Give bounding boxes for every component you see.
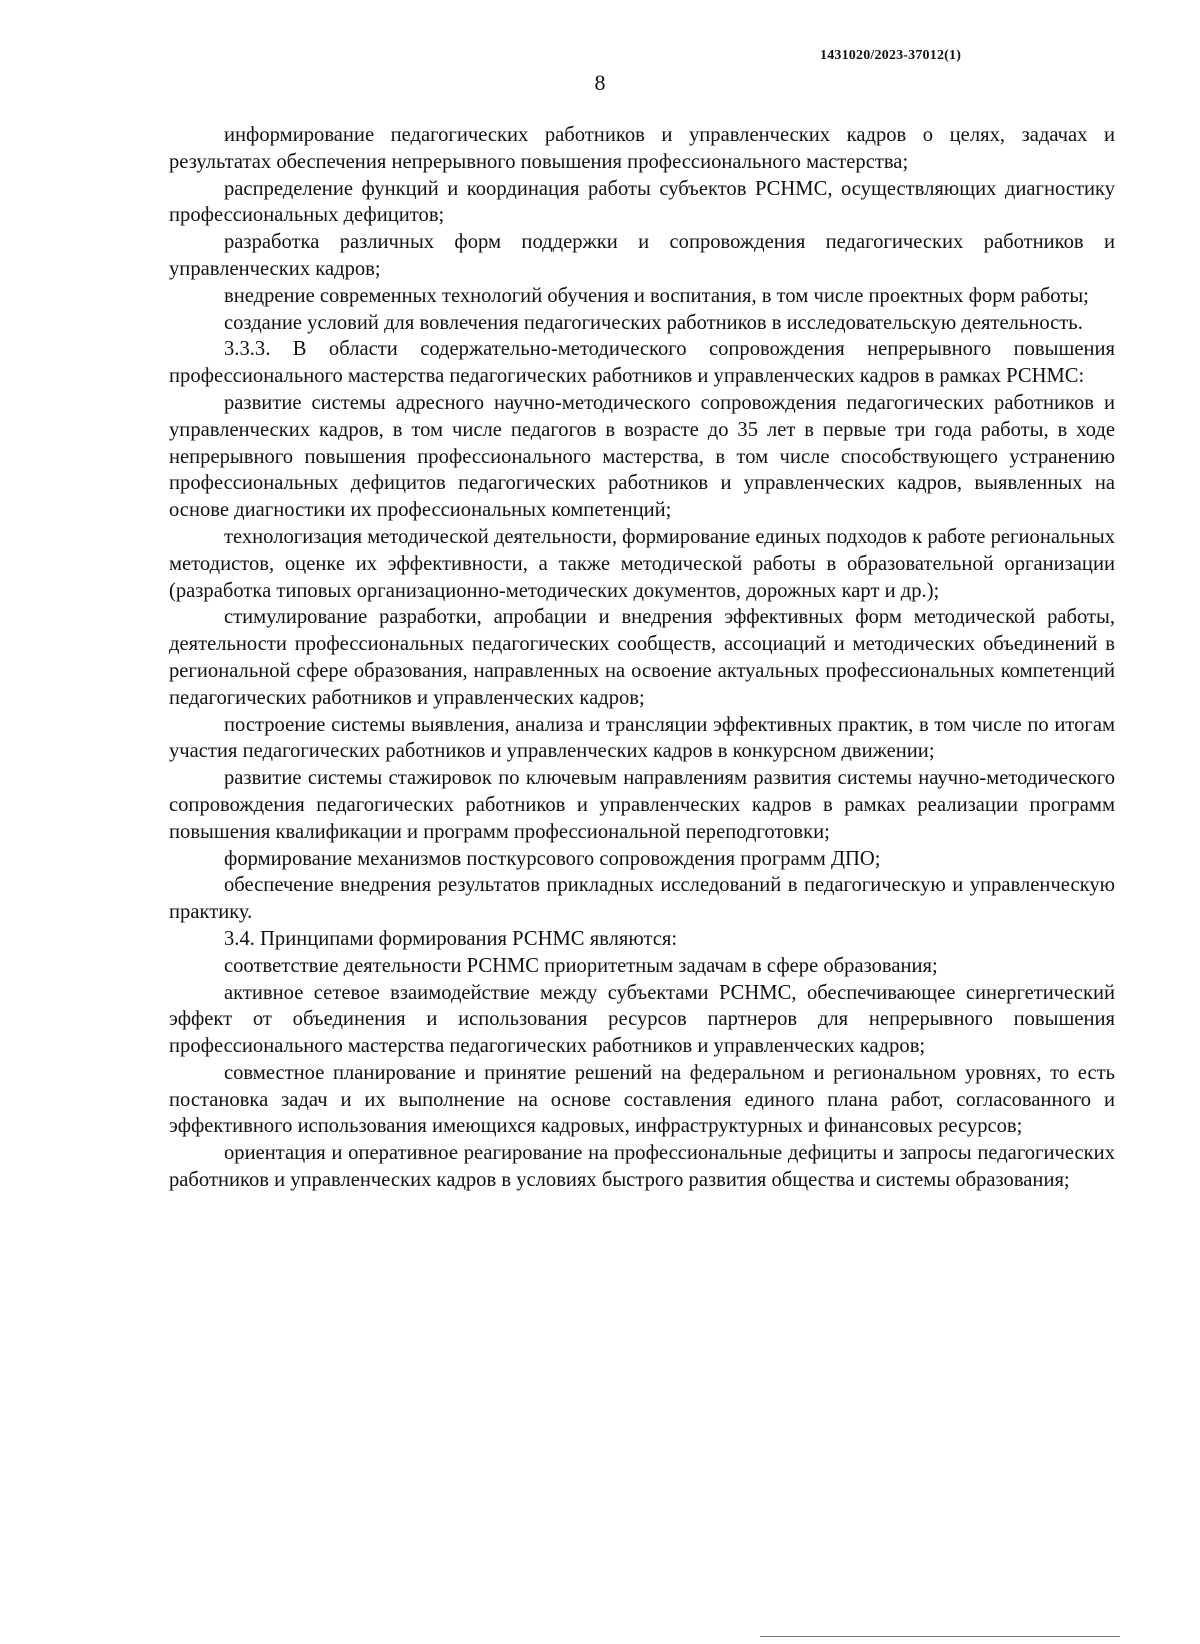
paragraph: стимулирование разработки, апробации и внедрения эффективных форм методической работы, деятельности профессиональных педагогических сообществ, ассоциаций и методических объединений в региональной сфере образования, направленных на освоение актуальных профессиональных компетенций педагогических работников и управленческих кадров;: [169, 606, 1115, 709]
paragraph: разработка различных форм поддержки и сопровождения педагогических работников и управленческих кадров;: [169, 231, 1115, 280]
paragraph: соответствие деятельности РСНМС приоритетным задачам в сфере образования;: [224, 954, 938, 977]
paragraph: обеспечение внедрения результатов прикладных исследований в педагогическую и управленческую практику.: [169, 874, 1115, 924]
paragraph: информирование педагогических работников и управленческих кадров о целях, задачах и результатах обеспечения непрерывного повышения профессионального мастерства;: [169, 124, 1115, 173]
bottom-rule: [760, 1636, 1120, 1637]
paragraph: создание условий для вовлечения педагогических работников в исследовательскую деятельность.: [224, 311, 1083, 334]
paragraph: активное сетевое взаимодействие между субъектами РСНМС, обеспечивающее синергетический эффект от объединения и использования ресурсов партнеров для непрерывного повышения профессионального мастерства педагогических работников и управленческих кадров;: [169, 981, 1115, 1058]
paragraph: развитие системы адресного научно-методического сопровождения педагогических работников и управленческих кадров, в том числе педагогов в возрасте до 35 лет в первые три года работы, в ходе непрерывного повышения профессионального мастерства, в том числе способствующего устранению профессиональных дефицитов педагогических работников и управленческих кадров, выявленных на основе диагностики их профессиональных компетенций;: [169, 391, 1115, 522]
paragraph: распределение функций и координация работы субъектов РСНМС, осуществляющих диагностику профессиональных дефицитов;: [169, 177, 1115, 227]
page-number: 8: [594, 70, 606, 95]
paragraph: ориентация и оперативное реагирование на профессиональные дефициты и запросы педагогических работников и управленческих кадров в условиях быстрого развития общества и системы образования;: [169, 1142, 1115, 1192]
paragraph: совместное планирование и принятие решений на федеральном и региональном уровнях, то есть постановка задач и их выполнение на основе составления единого плана работ, согласованного и эффективного использования имеющихся кадровых, инфраструктурных и финансовых ресурсов;: [169, 1061, 1115, 1138]
paragraph: внедрение современных технологий обучения и воспитания, в том числе проектных форм работы;: [224, 284, 1089, 307]
section-heading: 3.3.3. В области содержательно-методического сопровождения непрерывного повышения профессионального мастерства педагогических работников и управленческих кадров в рамках РСНМС:: [169, 338, 1115, 388]
section-heading: 3.4. Принципами формирования РСНМС являются:: [224, 927, 678, 950]
paragraph: технологизация методической деятельности, формирование единых подходов к работе региональных методистов, оценке их эффективности, а также методической работы в образовательной организации (разработка типовых организационно-методических документов, дорожных карт и др.);: [169, 525, 1115, 602]
paragraph: формирование механизмов посткурсового сопровождения программ ДПО;: [224, 847, 881, 870]
body-text: [169, 122, 1115, 1194]
paragraph: построение системы выявления, анализа и трансляции эффективных практик, в том числе по итогам участия педагогических работников и управленческих кадров в конкурсном движении;: [169, 713, 1115, 763]
document-id: 1431020/2023-37012(1): [820, 48, 962, 63]
paragraph: развитие системы стажировок по ключевым направлениям развития системы научно-методического сопровождения педагогических работников и управленческих кадров в рамках реализации программ повышения квалификации и программ профессиональной переподготовки;: [169, 767, 1115, 843]
